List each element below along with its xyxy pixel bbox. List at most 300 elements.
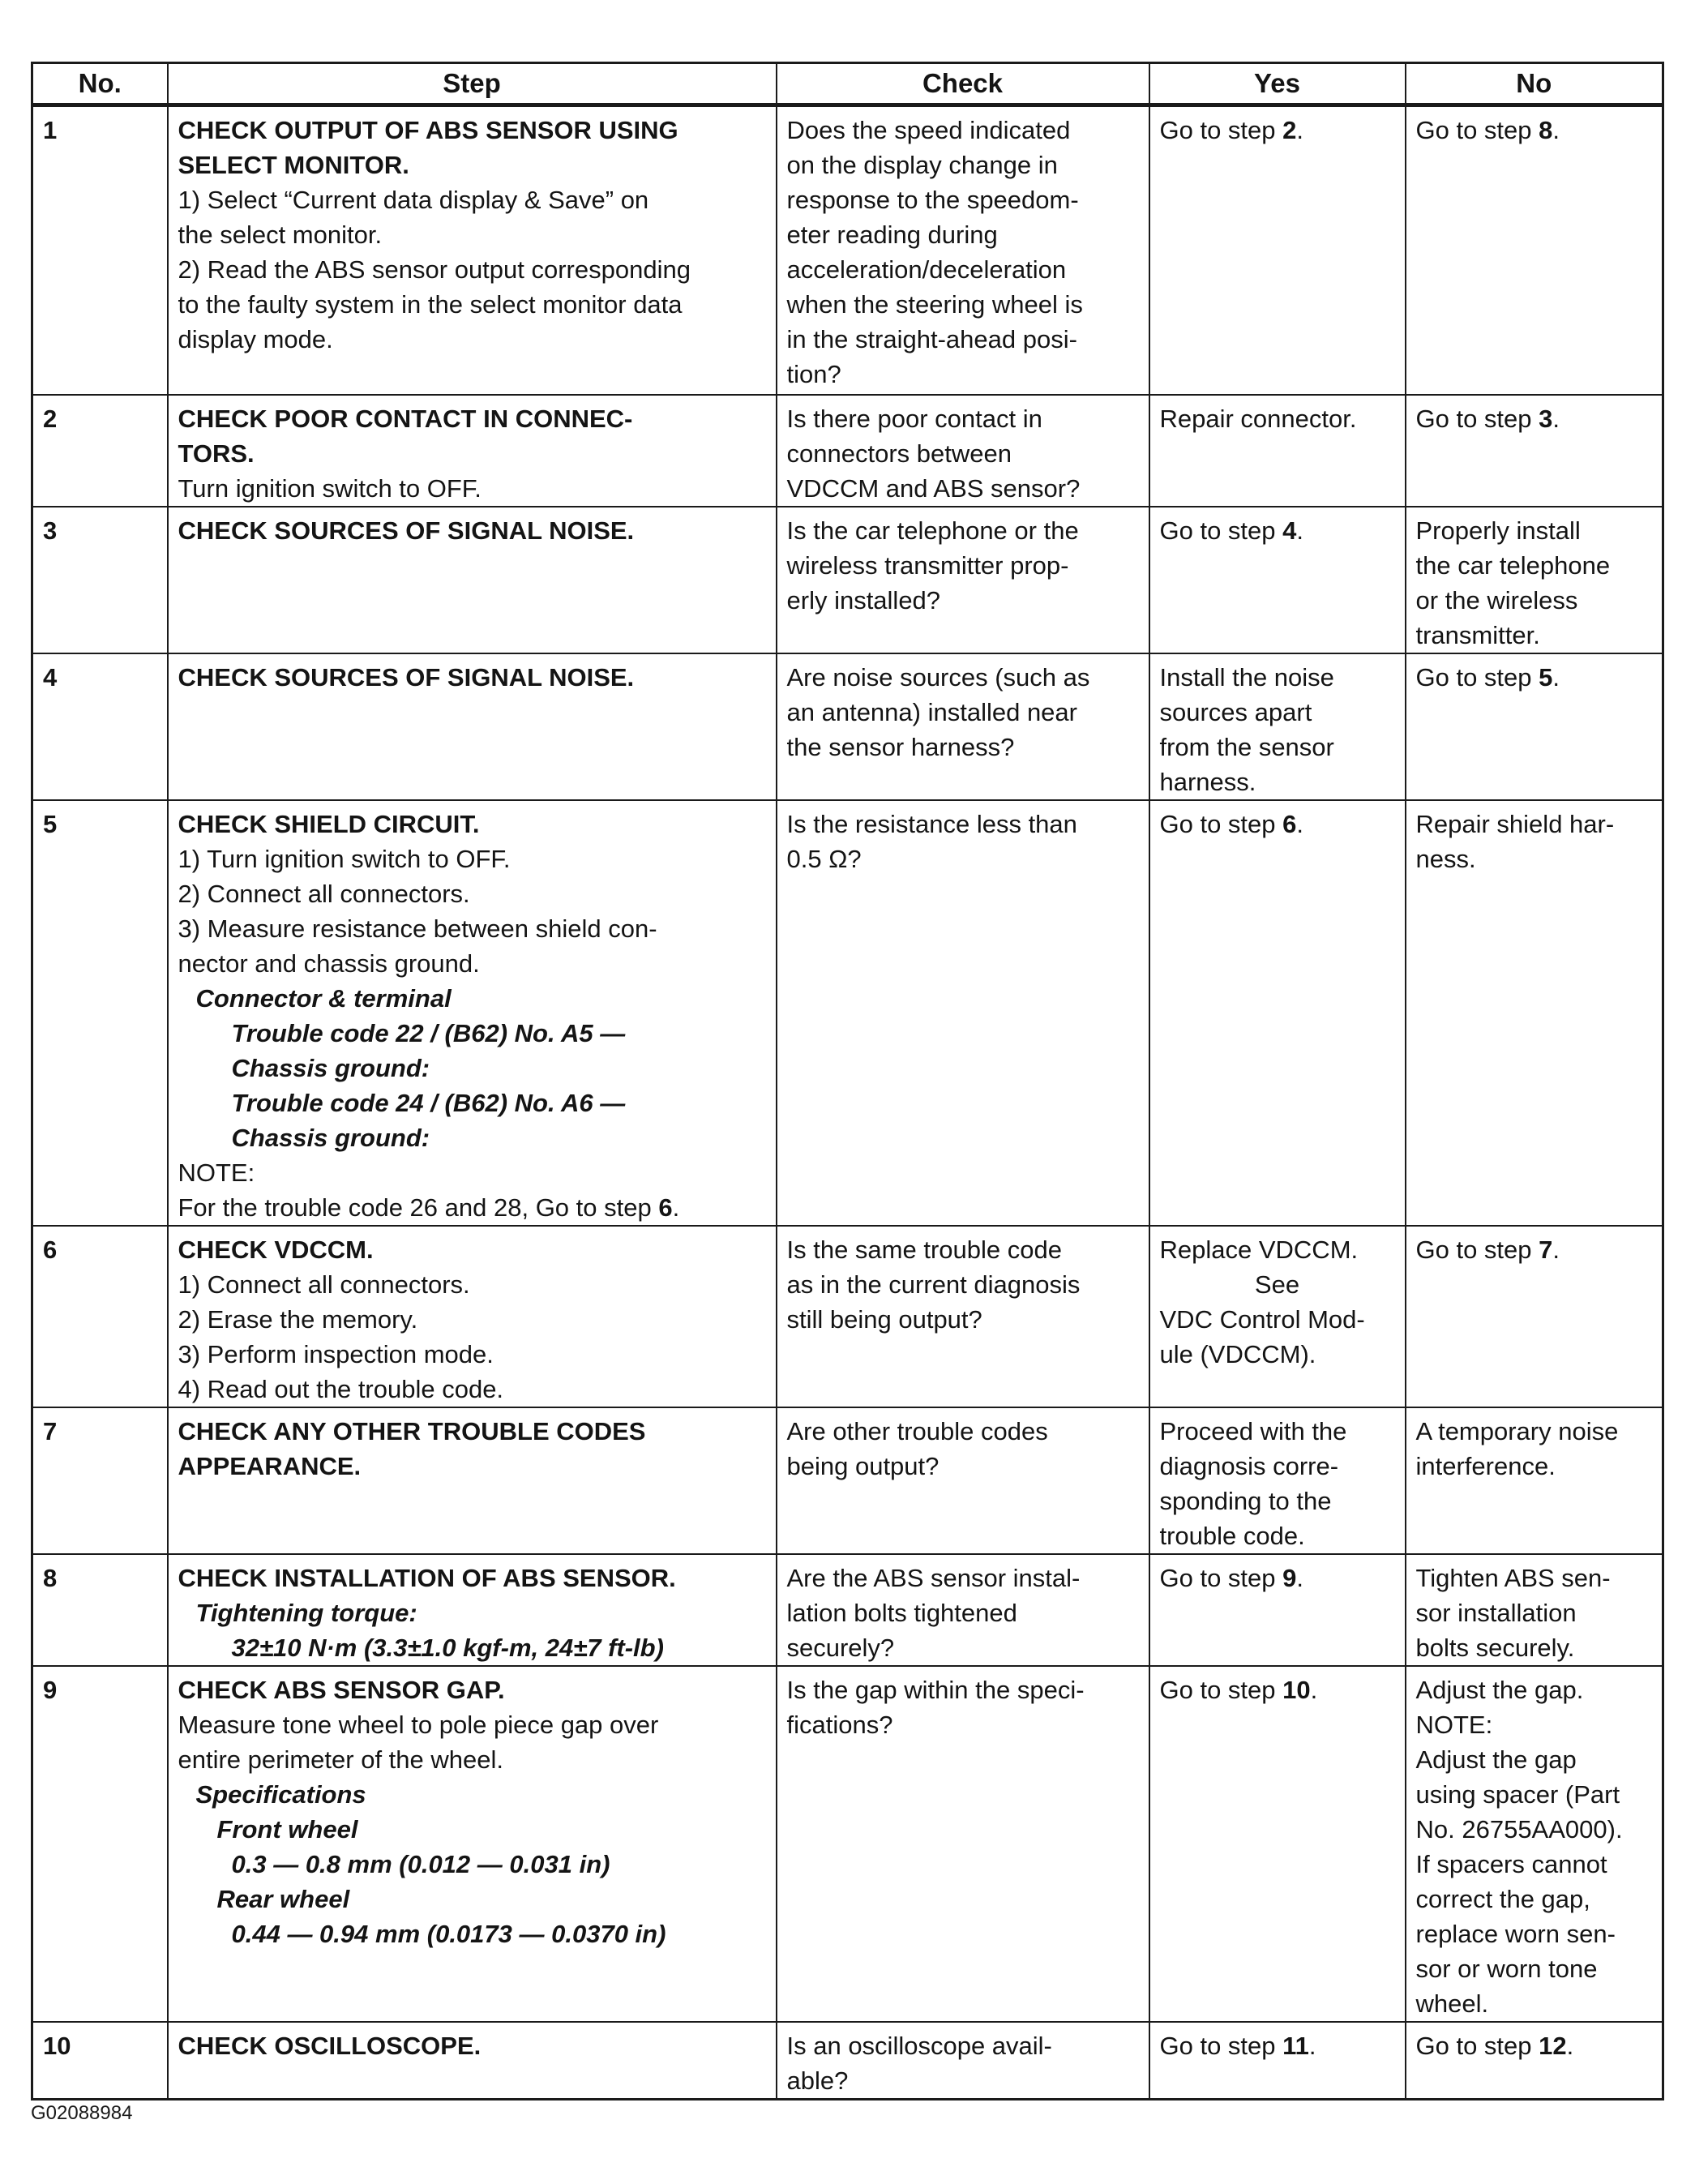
no-line (1416, 1882, 1653, 1916)
step-reference: 7 (1539, 1235, 1553, 1264)
step-number: 9 (32, 1666, 168, 2022)
yes-cell (1149, 507, 1406, 653)
step-number: 8 (32, 1554, 168, 1666)
yes-line (1160, 1302, 1395, 1337)
no-text: If spacers cannot (1415, 1849, 1607, 1878)
no-text: interference. (1415, 1451, 1556, 1480)
no-line (1416, 1916, 1653, 1951)
step-number: 3 (32, 507, 168, 653)
no-text: Repair shield har- (1415, 809, 1615, 838)
yes-text: Go to step (1159, 116, 1283, 144)
step-reference: 2 (1282, 116, 1297, 144)
step-text: Rear wheel (216, 1884, 350, 1913)
no-line (1416, 1414, 1653, 1449)
no-text: correct the gap, (1415, 1884, 1590, 1913)
check-line: Is an oscilloscope avail- (786, 2031, 1052, 2060)
step-line (178, 322, 766, 357)
no-text: Go to step (1415, 116, 1539, 144)
no-line (1416, 841, 1653, 876)
no-line (1416, 1630, 1653, 1665)
step-text: the select monitor. (178, 221, 383, 249)
check-line: Are the ABS sensor instal- (786, 1563, 1081, 1592)
step-line (178, 876, 766, 911)
step-cell (168, 2022, 777, 2100)
no-text: Go to step (1415, 1235, 1539, 1264)
step-text: 2) Read the ABS sensor output corresponding (178, 255, 691, 284)
no-cell (1406, 1407, 1663, 1554)
no-text: replace worn sen- (1415, 1919, 1616, 1948)
no-line (1416, 1986, 1653, 2021)
check-cell (777, 507, 1149, 653)
no-text: Go to step (1415, 662, 1539, 692)
check-line: Is the same trouble code (786, 1235, 1062, 1264)
yes-text: Go to step (1159, 516, 1283, 545)
table-body (32, 105, 1663, 2100)
no-text: A temporary noise (1415, 1416, 1619, 1445)
step-line (178, 1302, 766, 1337)
step-text: NOTE: (178, 1158, 255, 1187)
yes-line (1160, 513, 1395, 548)
check-line: securely? (786, 1633, 895, 1662)
step-text: Connector & terminal (195, 983, 452, 1013)
step-text: Turn ignition switch to OFF. (178, 473, 482, 503)
no-punct: . (1566, 2031, 1574, 2060)
step-line (178, 1449, 766, 1484)
no-line (1416, 1595, 1653, 1630)
step-cell (168, 395, 777, 507)
no-line (1416, 618, 1653, 653)
step-reference: 6 (1282, 809, 1297, 838)
no-text: sor installation (1415, 1598, 1577, 1627)
no-text: using spacer (Part (1415, 1779, 1620, 1809)
yes-text: diagnosis corre- (1159, 1451, 1339, 1480)
step-text: 3) Measure resistance between shield con- (178, 914, 657, 943)
step-text: 1) Connect all connectors. (178, 1270, 470, 1299)
yes-text: See (1254, 1270, 1300, 1299)
yes-punct: . (1308, 2031, 1316, 2060)
yes-cell (1149, 2022, 1406, 2100)
step-cell (168, 507, 777, 653)
no-text: Go to step (1415, 2031, 1539, 2060)
no-punct: . (1552, 116, 1560, 144)
check-cell (777, 2022, 1149, 2100)
no-cell (1406, 1226, 1663, 1407)
step-line (178, 1086, 766, 1120)
yes-line (1160, 1518, 1395, 1553)
check-line: as in the current diagnosis (786, 1270, 1081, 1299)
step-line (178, 1016, 766, 1051)
yes-punct: . (1296, 1563, 1304, 1592)
no-cell (1406, 1554, 1663, 1666)
step-text: For the trouble code 26 and 28, Go to step (178, 1193, 659, 1222)
step-number: 1 (32, 105, 168, 395)
no-text: Adjust the gap (1415, 1745, 1577, 1774)
step-line (178, 911, 766, 946)
step-line (178, 513, 766, 548)
check-line: VDCCM and ABS sensor? (786, 473, 1081, 503)
step-text: SELECT MONITOR. (178, 151, 409, 179)
step-text: entire perimeter of the wheel. (178, 1745, 503, 1774)
step-number: 6 (32, 1226, 168, 1407)
step-text: CHECK ABS SENSOR GAP. (178, 1675, 505, 1704)
step-number: 7 (32, 1407, 168, 1554)
header-yes: Yes (1149, 63, 1406, 105)
step-line (178, 1777, 766, 1812)
no-cell (1406, 1666, 1663, 2022)
step-text: Chassis ground: (231, 1053, 430, 1082)
no-line (1416, 513, 1653, 548)
step-reference: 6 (658, 1193, 673, 1222)
step-line (178, 252, 766, 287)
no-text: sor or worn tone (1415, 1954, 1598, 1983)
step-line (178, 1232, 766, 1267)
yes-punct: . (1296, 116, 1304, 144)
step-text: Chassis ground: (231, 1123, 430, 1152)
step-line (178, 1120, 766, 1155)
yes-text: ule (VDCCM). (1159, 1339, 1316, 1368)
step-text: CHECK POOR CONTACT IN CONNEC- (178, 404, 633, 433)
step-line (178, 1561, 766, 1595)
step-text: Measure tone wheel to pole piece gap over (178, 1710, 659, 1739)
step-line (178, 182, 766, 217)
check-line: response to the speedom- (786, 186, 1079, 214)
table-row (32, 800, 1663, 1226)
no-cell (1406, 2022, 1663, 2100)
no-text: ness. (1415, 844, 1476, 873)
step-text: CHECK ANY OTHER TROUBLE CODES (178, 1416, 646, 1445)
step-number: 10 (32, 2022, 168, 2100)
step-line (178, 1812, 766, 1847)
check-line: Is there poor contact in (786, 404, 1042, 433)
step-cell (168, 653, 777, 800)
diagnostic-table (31, 62, 1664, 2100)
check-line: able? (786, 2066, 849, 2095)
no-text: Properly install (1415, 516, 1581, 545)
step-number: 4 (32, 653, 168, 800)
yes-line (1160, 2028, 1395, 2063)
table-header (32, 63, 1663, 105)
no-line (1416, 1672, 1653, 1707)
yes-line (1160, 807, 1395, 841)
step-line (178, 1337, 766, 1372)
step-line (178, 113, 766, 148)
step-reference: 3 (1539, 404, 1553, 433)
yes-cell (1149, 800, 1406, 1226)
yes-text: Proceed with the (1159, 1416, 1347, 1445)
check-line: Is the gap within the speci- (786, 1675, 1085, 1704)
step-line (178, 287, 766, 322)
check-line: on the display change in (786, 151, 1058, 179)
yes-text: Install the noise (1159, 662, 1334, 692)
check-cell (777, 800, 1149, 1226)
yes-line (1160, 1672, 1395, 1707)
yes-punct: . (1310, 1675, 1318, 1704)
table-row (32, 2022, 1663, 2100)
no-punct: . (1552, 1235, 1560, 1264)
no-text: Tighten ABS sen- (1415, 1563, 1611, 1592)
no-line (1416, 1847, 1653, 1882)
step-text: 1) Turn ignition switch to OFF. (178, 844, 511, 873)
check-line: the sensor harness? (786, 732, 1015, 761)
check-line: fications? (786, 1710, 893, 1739)
step-line (178, 1882, 766, 1916)
step-line (178, 1707, 766, 1742)
yes-text: trouble code. (1159, 1521, 1305, 1550)
step-text: display mode. (178, 325, 333, 353)
no-cell (1406, 653, 1663, 800)
table-row (32, 1226, 1663, 1407)
check-line: connectors between (786, 439, 1012, 468)
step-text: CHECK OUTPUT OF ABS SENSOR USING (178, 116, 678, 144)
step-text: CHECK SHIELD CIRCUIT. (178, 809, 480, 838)
no-line (1416, 2028, 1653, 2063)
no-line (1416, 1707, 1653, 1742)
step-cell (168, 800, 777, 1226)
yes-text: Repair connector. (1159, 404, 1357, 433)
step-text: Front wheel (216, 1814, 358, 1844)
no-line (1416, 1777, 1653, 1812)
step-text: Specifications (195, 1779, 366, 1809)
step-cell (168, 1554, 777, 1666)
step-line (178, 401, 766, 436)
yes-cell (1149, 1226, 1406, 1407)
step-punct: . (672, 1193, 680, 1222)
yes-text: sources apart (1159, 697, 1312, 726)
yes-punct: . (1296, 516, 1304, 545)
no-line (1416, 1561, 1653, 1595)
yes-text: Replace VDCCM. (1159, 1235, 1359, 1264)
yes-text: VDC Control Mod- (1159, 1304, 1365, 1334)
check-line: Is the car telephone or the (786, 516, 1079, 545)
step-reference: 9 (1282, 1563, 1297, 1592)
step-text: 1) Select “Current data display & Save” on (178, 186, 649, 214)
yes-cell (1149, 1554, 1406, 1666)
check-line: lation bolts tightened (786, 1598, 1017, 1627)
no-text: Adjust the gap. (1415, 1675, 1584, 1704)
no-line (1416, 1812, 1653, 1847)
table-row (32, 105, 1663, 395)
table-row (32, 395, 1663, 507)
no-text: transmitter. (1415, 620, 1540, 649)
yes-text: Go to step (1159, 809, 1283, 838)
check-cell (777, 653, 1149, 800)
yes-text: harness. (1159, 767, 1256, 796)
check-line: when the steering wheel is (786, 290, 1083, 319)
header-check: Check (777, 63, 1149, 105)
yes-cell (1149, 1407, 1406, 1554)
header-no-action: No (1406, 63, 1663, 105)
step-text: APPEARANCE. (178, 1451, 362, 1480)
step-text: Trouble code 22 / (B62) No. A5 — (231, 1018, 626, 1047)
yes-line (1160, 1561, 1395, 1595)
step-text: CHECK INSTALLATION OF ABS SENSOR. (178, 1563, 676, 1592)
step-text: 0.44 — 0.94 mm (0.0173 — 0.0370 in) (231, 1919, 666, 1948)
step-line (178, 217, 766, 252)
no-text: No. 26755AA000). (1415, 1814, 1623, 1844)
check-line: still being output? (786, 1304, 982, 1334)
no-text: wheel. (1415, 1989, 1489, 2018)
yes-line (1160, 730, 1395, 764)
check-line: eter reading during (786, 221, 998, 249)
no-line (1416, 548, 1653, 583)
step-text: 4) Read out the trouble code. (178, 1374, 504, 1403)
yes-text: Go to step (1159, 1563, 1283, 1592)
header-row (32, 63, 1663, 105)
step-reference: 5 (1539, 662, 1553, 692)
check-line: 0.5 Ω? (786, 844, 862, 873)
check-line: Are other trouble codes (786, 1416, 1048, 1445)
check-line: erly installed? (786, 585, 941, 615)
check-cell (777, 1407, 1149, 1554)
no-text: or the wireless (1415, 585, 1578, 615)
step-line (178, 1051, 766, 1086)
check-line: Does the speed indicated (786, 116, 1071, 144)
yes-text: from the sensor (1159, 732, 1334, 761)
step-line (178, 1267, 766, 1302)
check-cell (777, 1666, 1149, 2022)
check-line: acceleration/deceleration (786, 255, 1067, 284)
header-step: Step (168, 63, 777, 105)
check-cell (777, 105, 1149, 395)
check-line: in the straight-ahead posi- (786, 325, 1077, 353)
table-row (32, 507, 1663, 653)
step-cell (168, 1407, 777, 1554)
figure-code: G02088984 (31, 2102, 133, 2124)
step-text: 2) Connect all connectors. (178, 879, 470, 908)
no-line (1416, 807, 1653, 841)
step-text: CHECK OSCILLOSCOPE. (178, 2031, 482, 2060)
step-line (178, 1190, 766, 1225)
yes-line (1160, 1449, 1395, 1484)
yes-text: Go to step (1159, 2031, 1283, 2060)
step-number: 5 (32, 800, 168, 1226)
step-line (178, 436, 766, 471)
no-line (1416, 583, 1653, 618)
yes-cell (1149, 653, 1406, 800)
step-reference: 4 (1282, 516, 1297, 545)
no-text: Go to step (1415, 404, 1539, 433)
step-text: CHECK SOURCES OF SIGNAL NOISE. (178, 516, 635, 545)
no-line (1416, 1951, 1653, 1986)
step-line (178, 471, 766, 506)
step-line (178, 841, 766, 876)
step-line (178, 1595, 766, 1630)
step-text: 32±10 N·m (3.3±1.0 kgf-m, 24±7 ft-lb) (231, 1633, 664, 1662)
step-reference: 8 (1539, 116, 1553, 144)
yes-punct: . (1296, 809, 1304, 838)
no-line (1416, 660, 1653, 695)
yes-line (1160, 764, 1395, 799)
step-line (178, 1742, 766, 1777)
step-text: 3) Perform inspection mode. (178, 1339, 494, 1368)
step-cell (168, 105, 777, 395)
step-line (178, 807, 766, 841)
step-line (178, 1155, 766, 1190)
no-line (1416, 1232, 1653, 1267)
step-line (178, 981, 766, 1016)
no-cell (1406, 800, 1663, 1226)
step-text: 0.3 — 0.8 mm (0.012 — 0.031 in) (231, 1849, 610, 1878)
table-row (32, 1666, 1663, 2022)
no-text: bolts securely. (1415, 1633, 1575, 1662)
yes-line (1160, 1267, 1395, 1302)
yes-line (1160, 1337, 1395, 1372)
step-line (178, 1414, 766, 1449)
step-text: Tightening torque: (195, 1598, 417, 1627)
step-text: 2) Erase the memory. (178, 1304, 418, 1334)
step-line (178, 1630, 766, 1665)
yes-text: Go to step (1159, 1675, 1283, 1704)
table-row (32, 1407, 1663, 1554)
check-line: Are noise sources (such as (786, 662, 1090, 692)
check-line: an antenna) installed near (786, 697, 1077, 726)
check-line: tion? (786, 360, 841, 388)
no-line (1416, 1742, 1653, 1777)
no-line (1416, 1449, 1653, 1484)
table-row (32, 1554, 1663, 1666)
no-punct: . (1552, 662, 1560, 692)
step-line (178, 1672, 766, 1707)
yes-cell (1149, 395, 1406, 507)
no-line (1416, 401, 1653, 436)
check-cell (777, 1554, 1149, 1666)
yes-line (1160, 1232, 1395, 1267)
check-line: Is the resistance less than (786, 809, 1077, 838)
step-line (178, 660, 766, 695)
yes-line (1160, 660, 1395, 695)
step-number: 2 (32, 395, 168, 507)
yes-line (1160, 401, 1395, 436)
step-text: CHECK VDCCM. (178, 1235, 374, 1264)
step-reference: 11 (1282, 2031, 1309, 2060)
yes-cell (1149, 1666, 1406, 2022)
check-cell (777, 395, 1149, 507)
no-text: the car telephone (1415, 550, 1611, 580)
table-row (32, 653, 1663, 800)
header-no: No. (32, 63, 168, 105)
yes-line (1160, 1414, 1395, 1449)
yes-line (1160, 695, 1395, 730)
step-reference: 12 (1539, 2031, 1567, 2060)
check-line: being output? (786, 1451, 940, 1480)
no-line (1416, 113, 1653, 148)
no-cell (1406, 507, 1663, 653)
step-line (178, 1372, 766, 1407)
step-text: nector and chassis ground. (178, 949, 480, 978)
yes-cell (1149, 105, 1406, 395)
step-text: to the faulty system in the select monitor data (178, 290, 683, 319)
no-text: NOTE: (1415, 1710, 1493, 1739)
no-cell (1406, 105, 1663, 395)
yes-line (1160, 113, 1395, 148)
check-line: wireless transmitter prop- (786, 550, 1069, 580)
step-line (178, 1847, 766, 1882)
no-cell (1406, 395, 1663, 507)
yes-text: sponding to the (1159, 1486, 1332, 1515)
step-text: TORS. (178, 439, 255, 468)
step-text: CHECK SOURCES OF SIGNAL NOISE. (178, 662, 635, 692)
step-line (178, 148, 766, 182)
step-line (178, 2028, 766, 2063)
step-text: Trouble code 24 / (B62) No. A6 — (231, 1088, 626, 1117)
step-line (178, 1916, 766, 1951)
check-cell (777, 1226, 1149, 1407)
step-cell (168, 1666, 777, 2022)
no-punct: . (1552, 404, 1560, 433)
step-reference: 10 (1282, 1675, 1311, 1704)
step-line (178, 946, 766, 981)
yes-line (1160, 1484, 1395, 1518)
